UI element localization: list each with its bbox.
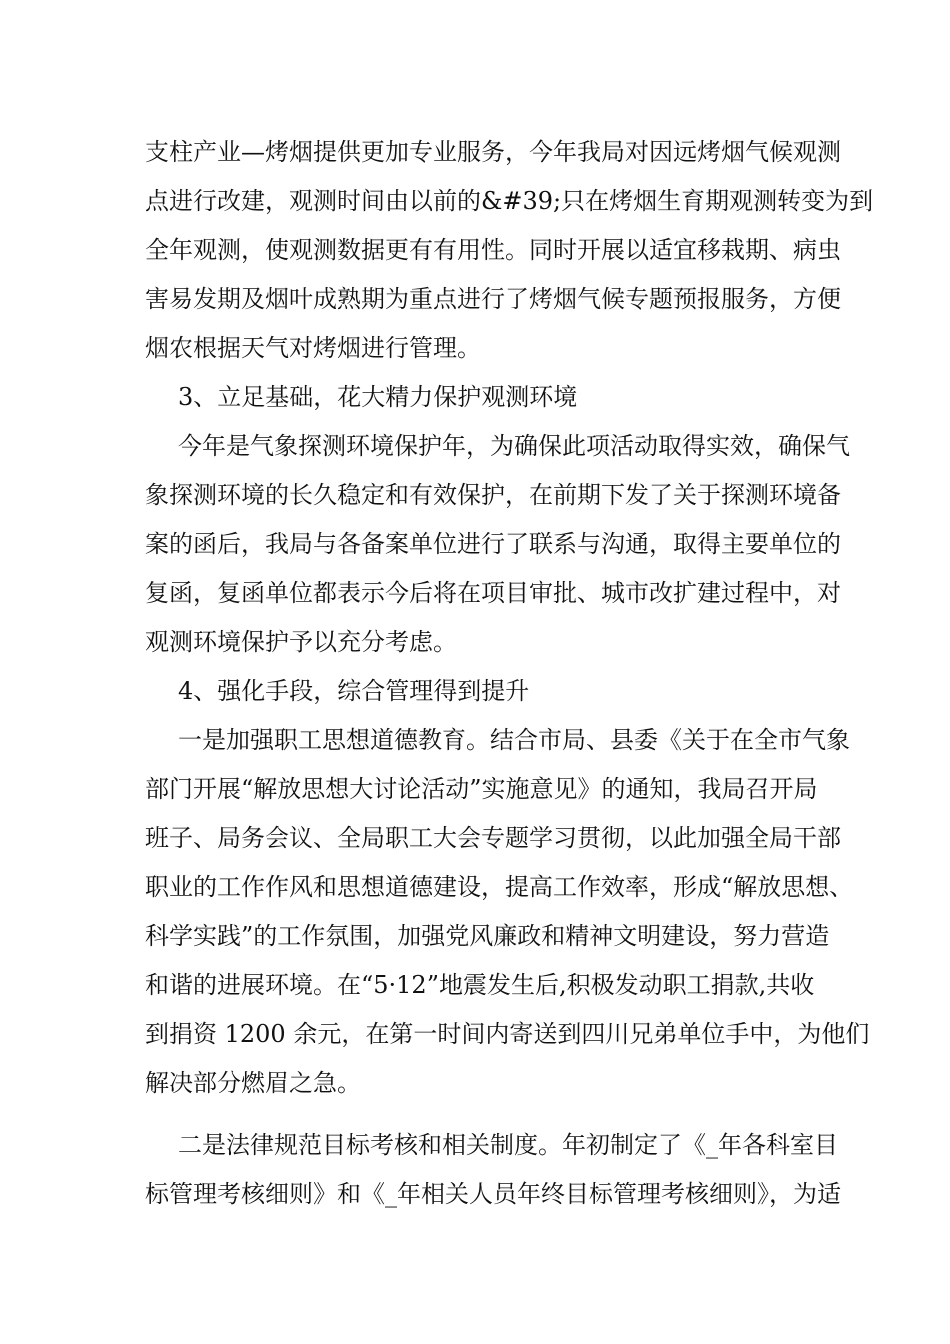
body-text-line: 支柱产业—烤烟提供更加专业服务，今年我局对因远烤烟气候观测 — [145, 138, 841, 166]
body-text-line: 今年是气象探测环境保护年，为确保此项活动取得实效，确保气 — [178, 432, 850, 460]
body-text-line: 和谐的进展环境。在“5·12”地震发生后,积极发动职工捐款,共收 — [145, 971, 815, 999]
body-text-line: 到捐资 1200 余元，在第一时间内寄送到四川兄弟单位手中，为他们 — [145, 1020, 870, 1048]
section-heading: 3、立足基础，花大精力保护观测环境 — [178, 383, 578, 411]
body-text-line: 职业的工作作风和思想道德建设，提高工作效率，形成“解放思想、 — [145, 873, 854, 901]
body-text-line: 一是加强职工思想道德教育。结合市局、县委《关于在全市气象 — [178, 726, 850, 754]
body-text-line: 班子、局务会议、全局职工大会专题学习贯彻，以此加强全局干部 — [145, 824, 841, 852]
body-text-line: 复函，复函单位都表示今后将在项目审批、城市改扩建过程中，对 — [145, 579, 841, 607]
body-text-line: 解决部分燃眉之急。 — [145, 1069, 361, 1097]
section-heading: 4、强化手段，综合管理得到提升 — [178, 677, 530, 705]
body-text-line: 点进行改建，观测时间由以前的&#39;只在烤烟生育期观测转变为到 — [145, 187, 874, 215]
body-text-line: 象探测环境的长久稳定和有效保护，在前期下发了关于探测环境备 — [145, 481, 841, 509]
body-text-line: 全年观测，使观测数据更有有用性。同时开展以适宜移栽期、病虫 — [145, 236, 841, 264]
body-text-line: 科学实践”的工作氛围，加强党风廉政和精神文明建设，努力营造 — [145, 922, 830, 950]
body-text-line: 部门开展“解放思想大讨论活动”实施意见》的通知，我局召开局 — [145, 775, 818, 803]
body-text-line: 害易发期及烟叶成熟期为重点进行了烤烟气候专题预报服务，方便 — [145, 285, 841, 313]
body-text-line: 烟农根据天气对烤烟进行管理。 — [145, 334, 481, 362]
body-text-line: 二是法律规范目标考核和相关制度。年初制定了《_年各科室目 — [178, 1131, 838, 1159]
body-text-line: 观测环境保护予以充分考虑。 — [145, 628, 457, 656]
body-text-line: 案的函后，我局与各备案单位进行了联系与沟通，取得主要单位的 — [145, 530, 841, 558]
body-text-line: 标管理考核细则》和《_年相关人员年终目标管理考核细则》，为适 — [145, 1180, 841, 1208]
